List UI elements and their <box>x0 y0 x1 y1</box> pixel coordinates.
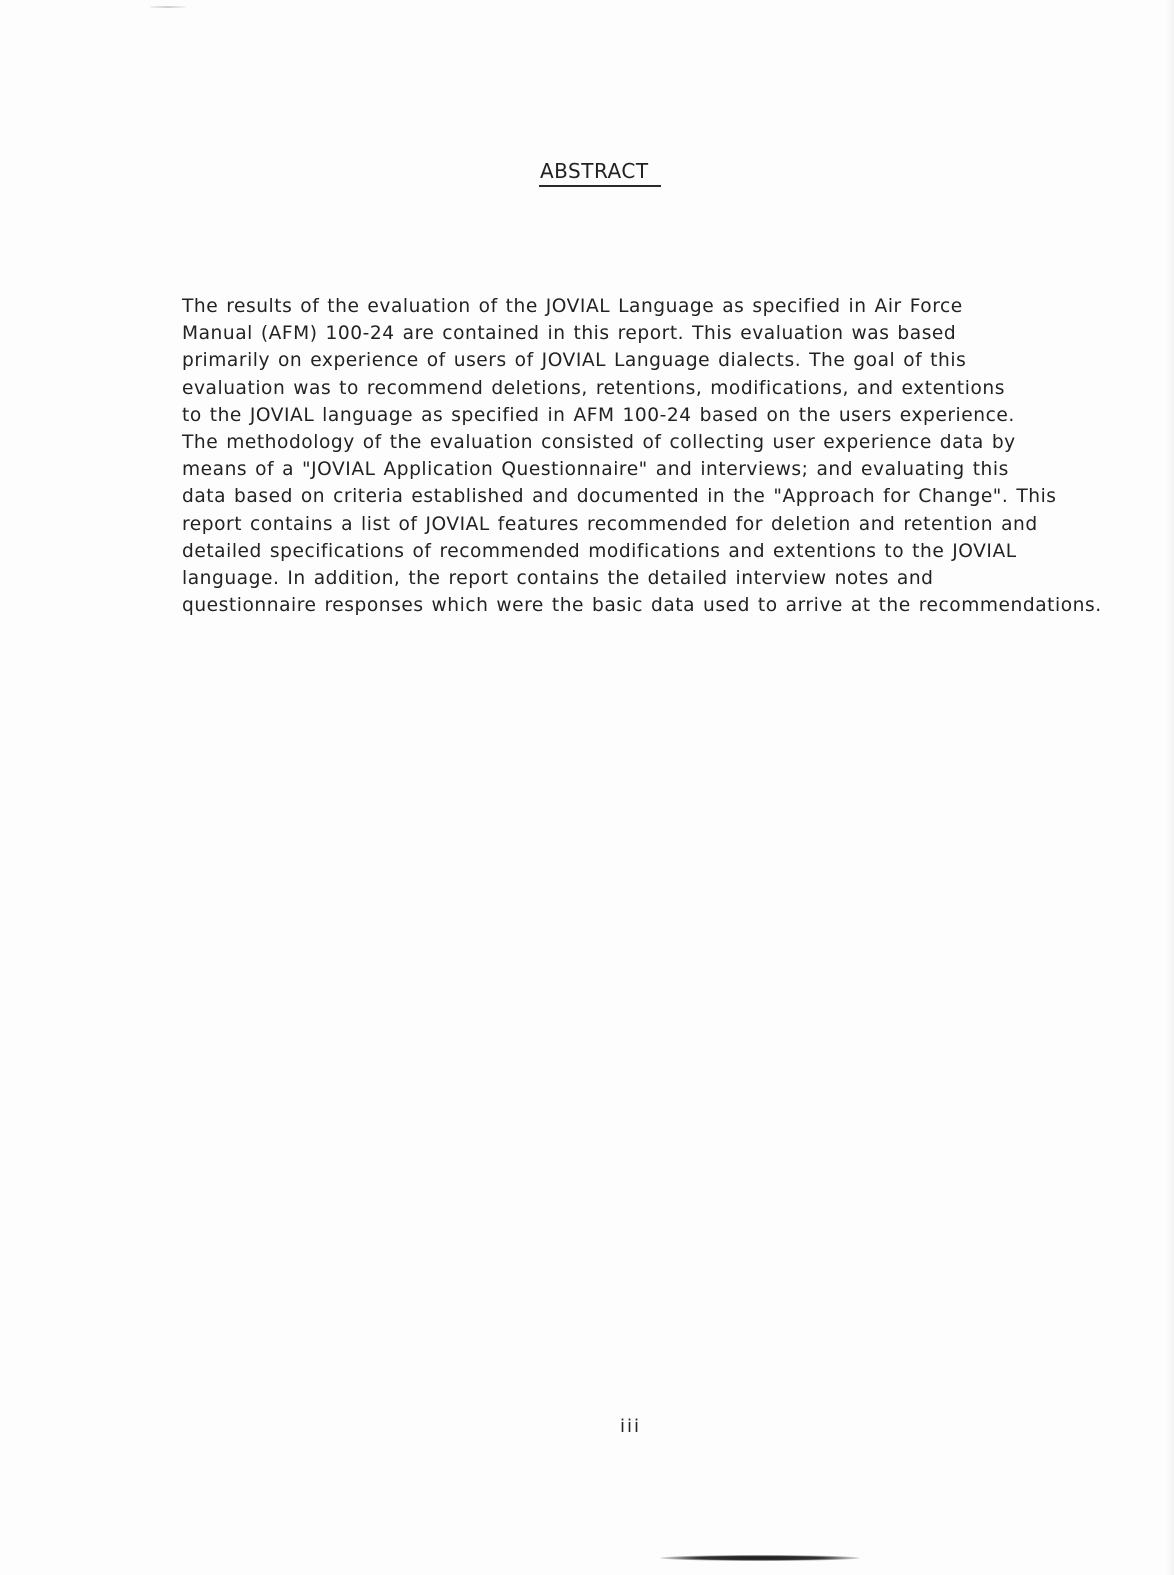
abstract-body <box>182 293 1102 619</box>
scan-bottom-smudge <box>660 1555 860 1561</box>
abstract-line-5: to the JOVIAL language as specified in AFM 100-24 based on the users experience. <box>182 404 1015 426</box>
abstract-line-3: primarily on experience of users of JOVIAL Language dialects. The goal of this <box>182 350 967 372</box>
abstract-title: ABSTRACT <box>540 159 649 183</box>
page-number: iii <box>620 1416 642 1437</box>
scan-edge-shade <box>1166 0 1174 1575</box>
abstract-line-6: The methodology of the evaluation consisted of collecting user experience data by <box>182 432 1016 454</box>
abstract-line-11: language. In addition, the report contains the detailed interview notes and <box>182 568 934 590</box>
abstract-line-4: evaluation was to recommend deletions, retentions, modifications, and extentions <box>182 377 1005 399</box>
abstract-line-12: questionnaire responses which were the basic data used to arrive at the recommendations. <box>182 595 1102 617</box>
scan-corner-mark <box>150 6 186 8</box>
abstract-line-7: means of a "JOVIAL Application Questionnaire" and interviews; and evaluating this <box>182 459 1009 481</box>
abstract-line-8: data based on criteria established and documented in the "Approach for Change". This <box>182 486 1057 508</box>
title-underline <box>539 185 661 187</box>
abstract-line-2: Manual (AFM) 100-24 are contained in this report. This evaluation was based <box>182 323 957 345</box>
abstract-line-1: The results of the evaluation of the JOVIAL Language as specified in Air Force <box>182 296 963 317</box>
abstract-line-9: report contains a list of JOVIAL features recommended for deletion and retention and <box>182 513 1038 535</box>
abstract-line-10: detailed specifications of recommended modifications and extentions to the JOVIAL <box>182 540 1017 562</box>
